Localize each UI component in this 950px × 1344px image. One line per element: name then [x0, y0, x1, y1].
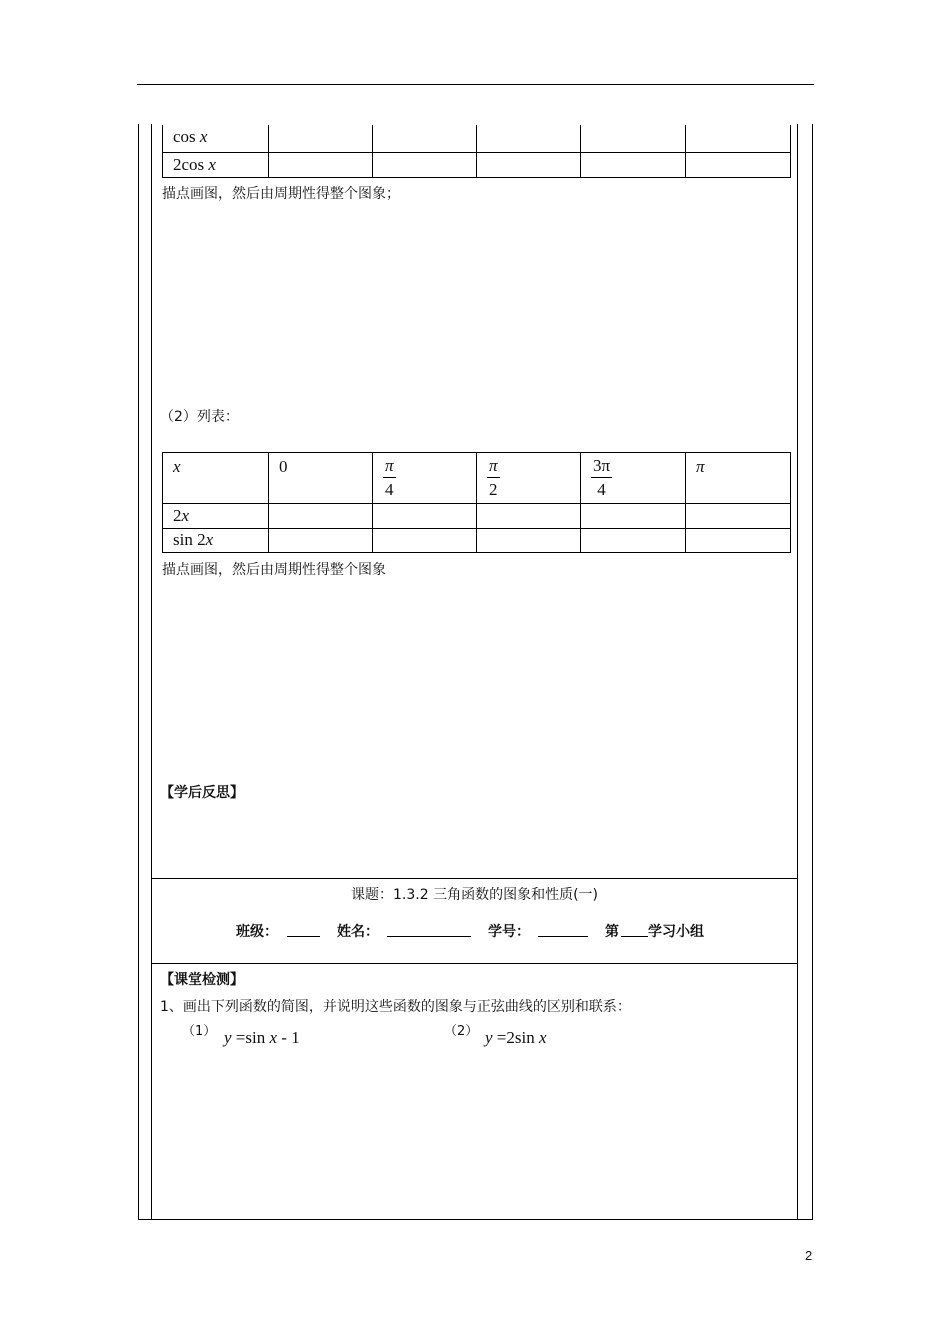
function-name: sin [173, 530, 193, 549]
group-blank [621, 936, 648, 937]
table-cell [373, 125, 477, 152]
table-cell [269, 125, 373, 152]
table-cell [269, 529, 373, 553]
name-blank [387, 936, 471, 937]
table-cell [373, 152, 477, 177]
function-name: cos [181, 154, 205, 174]
table-cell [581, 453, 686, 504]
coefficient: 2 [197, 530, 206, 549]
check-heading: 【课堂检测】 [160, 972, 244, 988]
table-cell [686, 453, 791, 504]
sub-question-1-label: （1） [182, 1024, 217, 1039]
variable: x [208, 154, 216, 174]
table-cell [581, 504, 686, 529]
formula-lhs: y [485, 1028, 493, 1047]
instruction-text-2: 描点画图，然后由周期性得整个图象 [162, 562, 386, 578]
reflection-heading: 【学后反思】 [160, 785, 244, 801]
header-rule [137, 84, 814, 85]
formula-lhs: y [224, 1028, 232, 1047]
variable: x [173, 457, 181, 476]
variable: x [199, 127, 208, 146]
table-cell [686, 504, 791, 529]
formula-equals: = [235, 1028, 246, 1047]
table-cell [477, 453, 581, 504]
table-cell [477, 529, 581, 553]
formula-rest: - 1 [281, 1028, 300, 1047]
table-cell [163, 152, 269, 177]
variable: x [269, 1028, 278, 1047]
table-row [163, 125, 791, 152]
fraction [383, 453, 396, 498]
number-label: 学号： [488, 924, 530, 940]
sub-question-2-label: （2） [444, 1024, 479, 1039]
variable: x [538, 1028, 547, 1047]
table-cell [477, 152, 581, 177]
coefficient: 2 [173, 154, 182, 174]
part2-label: （2）列表： [160, 409, 239, 425]
fraction-denominator: 2 [489, 480, 498, 499]
fraction-denominator: 4 [385, 480, 394, 499]
group-prefix: 第 [605, 924, 619, 940]
lesson-title [151, 884, 798, 904]
table-cell [373, 504, 477, 529]
question-1: 1、画出下列函数的简图，并说明这些函数的图象与正弦曲线的区别和联系： [160, 999, 631, 1015]
table-cell [163, 125, 269, 152]
fraction-numerator: π [383, 453, 396, 478]
coefficient: 2 [506, 1028, 515, 1047]
group-suffix: 学习小组 [648, 924, 704, 940]
frame-left-inner [151, 124, 152, 1220]
instruction-text-1: 描点画图，然后由周期性得整个图象； [162, 186, 400, 202]
lesson-title-text: 课题：1.3.2 三角函数的图象和性质(一) [351, 887, 598, 903]
frame-left-outer [138, 124, 139, 1220]
table-row [163, 453, 791, 504]
class-label: 班级： [236, 924, 278, 940]
class-blank [287, 936, 320, 937]
formula-equals: = [496, 1028, 507, 1047]
table-cell [269, 453, 373, 504]
frame-right-outer [812, 124, 813, 1220]
formula-2 [485, 1028, 547, 1048]
table-cell [163, 453, 269, 504]
function-name: sin [245, 1028, 266, 1047]
table-cell [373, 453, 477, 504]
fraction-numerator: 3π [591, 453, 612, 478]
value-zero: 0 [279, 457, 288, 476]
table-cell [373, 529, 477, 553]
table-cell [269, 504, 373, 529]
fraction-denominator: 4 [597, 480, 606, 499]
table-cell [581, 125, 686, 152]
fraction [487, 453, 500, 498]
table-cell [686, 529, 791, 553]
name-label: 姓名： [337, 924, 379, 940]
frame-right-inner [797, 124, 798, 1220]
table-cell [686, 152, 791, 177]
value-table-sin2x [162, 452, 791, 553]
table-cell [477, 504, 581, 529]
fraction-numerator: π [487, 453, 500, 478]
function-name: cos [173, 127, 196, 146]
table-cell [686, 125, 791, 152]
table-row [163, 152, 791, 177]
table-cell [477, 125, 581, 152]
table-row [163, 529, 791, 553]
page-number: 2 [805, 1248, 813, 1263]
value-table-cos [162, 125, 791, 178]
frame-bottom [138, 1219, 813, 1220]
table-row [163, 504, 791, 529]
section-divider-1 [151, 878, 798, 879]
number-blank [538, 936, 588, 937]
table-cell [581, 152, 686, 177]
variable: x [205, 530, 214, 549]
formula-1 [224, 1028, 300, 1048]
fraction [591, 453, 612, 498]
variable: x [181, 506, 190, 525]
table-cell [581, 529, 686, 553]
function-name: sin [514, 1028, 535, 1047]
table-cell [163, 529, 269, 553]
section-divider-2 [151, 963, 798, 964]
table-cell [163, 504, 269, 529]
table-cell [269, 152, 373, 177]
coefficient: 2 [173, 506, 182, 525]
value-pi: π [696, 457, 705, 476]
